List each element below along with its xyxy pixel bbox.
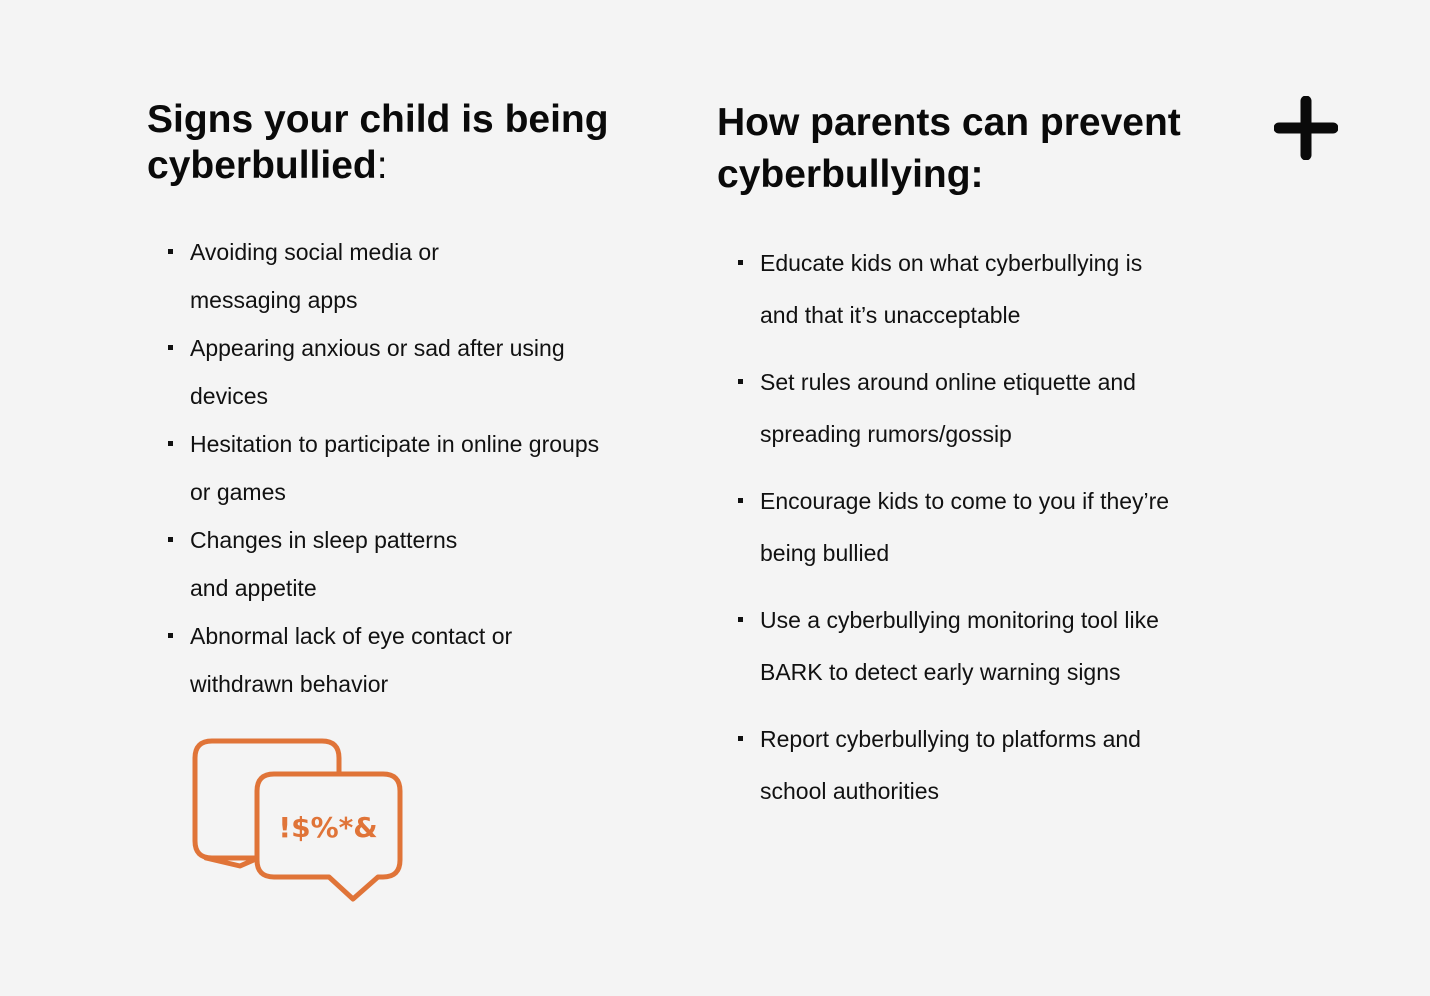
speech-bubble-text: !$%*& (278, 811, 378, 844)
list-item (147, 228, 647, 324)
signs-heading-colon: : (376, 144, 388, 187)
list-item-line1: Avoiding social media or (190, 239, 439, 265)
list-item-line1: Use a cyberbullying monitoring tool like (760, 607, 1159, 633)
prevention-heading (717, 97, 1237, 201)
list-item (717, 713, 1237, 817)
bullet-icon (168, 345, 173, 350)
list-item (147, 612, 647, 708)
list-item-line2: and that it’s unacceptable (760, 302, 1021, 328)
signs-section (147, 97, 647, 708)
bullet-icon (738, 617, 743, 622)
bullet-icon (738, 736, 743, 741)
list-item (147, 324, 647, 420)
list-item-line1: Hesitation to participate in online groups (190, 431, 600, 457)
list-item (147, 516, 647, 612)
list-item-line1: Educate kids on what cyberbullying is (760, 250, 1143, 276)
list-item-line1: Report cyberbullying to platforms and (760, 726, 1141, 752)
signs-list (147, 228, 647, 708)
list-item-line1: Encourage kids to come to you if they’re (760, 488, 1170, 514)
list-item-line2: school authorities (760, 778, 939, 804)
prevention-section (717, 97, 1237, 832)
list-item-line1: Abnormal lack of eye contact or (190, 623, 513, 649)
list-item-line2: devices (190, 383, 268, 409)
list-item-line2: withdrawn behavior (190, 671, 389, 697)
bullet-icon (168, 441, 173, 446)
list-item-line2: being bullied (760, 540, 890, 566)
bullet-icon (168, 633, 173, 638)
bullet-icon (168, 249, 173, 254)
bullet-icon (738, 379, 743, 384)
speech-bubbles-icon (190, 736, 406, 904)
prevention-heading-line2: cyberbullying: (717, 153, 984, 196)
list-item-line2: or games (190, 479, 286, 505)
list-item-line1: Appearing anxious or sad after using (190, 335, 565, 361)
list-item (717, 356, 1237, 460)
list-item-line2: BARK to detect early warning signs (760, 659, 1121, 685)
list-item-line2: spreading rumors/gossip (760, 421, 1012, 447)
list-item (717, 237, 1237, 341)
list-item-line2: and appetite (190, 575, 317, 601)
signs-heading-line1: Signs your child is being (147, 98, 609, 141)
signs-heading (147, 97, 647, 189)
signs-heading-word: cyberbullied (147, 144, 377, 187)
bullet-icon (168, 537, 173, 542)
list-item-line1: Changes in sleep patterns (190, 527, 458, 553)
bullet-icon (738, 498, 743, 503)
list-item (717, 594, 1237, 698)
prevention-list (717, 237, 1237, 817)
list-item-line1: Set rules around online etiquette and (760, 369, 1136, 395)
list-item-line2: messaging apps (190, 287, 358, 313)
bullet-icon (738, 260, 743, 265)
plus-icon[interactable] (1274, 96, 1338, 160)
signs-heading-line2 (147, 143, 647, 189)
list-item (717, 475, 1237, 579)
prevention-heading-line1: How parents can prevent (717, 101, 1181, 144)
list-item (147, 420, 647, 516)
